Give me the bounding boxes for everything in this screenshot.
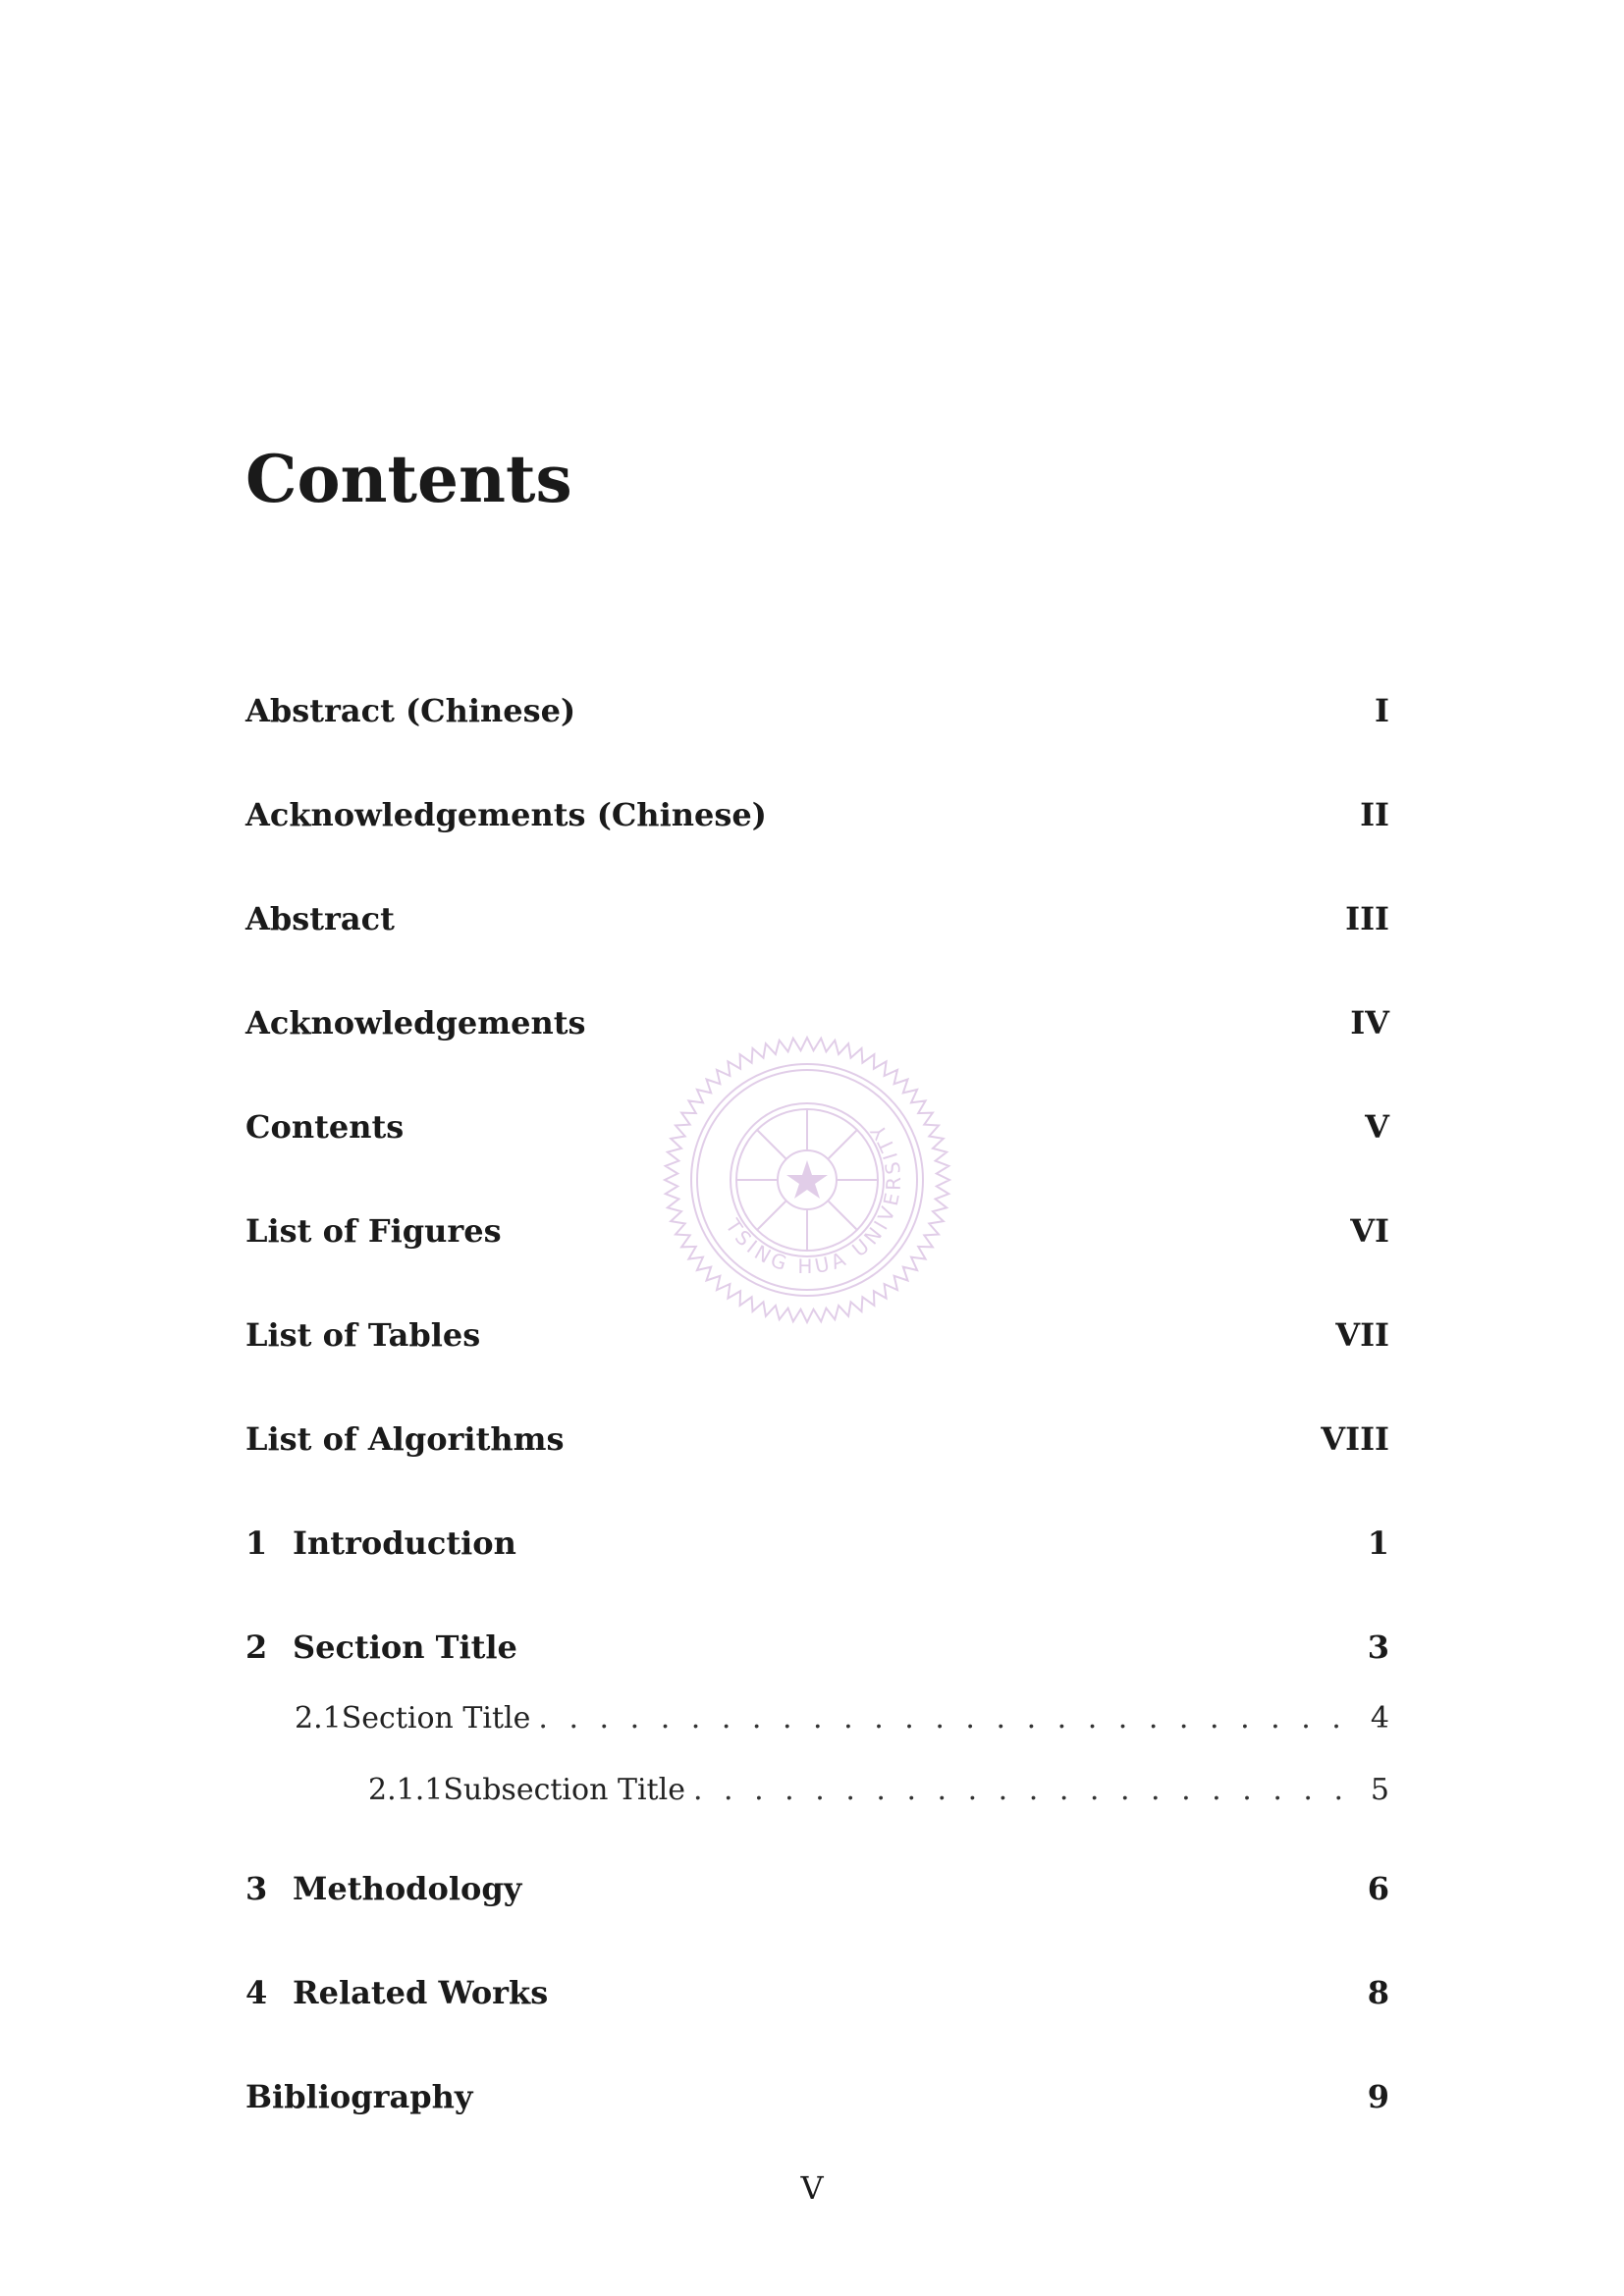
toc-entry-page: 4 <box>1370 1701 1389 1735</box>
toc-entry-methodology[interactable] <box>245 1870 1389 1913</box>
toc-entry-section-title-chapter[interactable] <box>245 1629 1389 1672</box>
toc-entry-number: 3 <box>245 1870 268 1907</box>
toc-entry-page: VIII <box>1321 1420 1389 1458</box>
toc-entry-label: Section Title <box>293 1629 517 1666</box>
toc-entry-label: Methodology <box>293 1870 522 1907</box>
toc-entry-label: Introduction <box>293 1524 516 1562</box>
toc-entry-label: List of Tables <box>245 1316 481 1354</box>
toc-entry-label: Section Title <box>341 1701 531 1735</box>
toc-leader-dots <box>693 1773 1359 1807</box>
toc-leader-dots <box>538 1701 1359 1735</box>
toc-entry-label: Contents <box>245 1108 405 1146</box>
toc-entry-page: 6 <box>1367 1870 1389 1907</box>
toc-entry-label: List of Figures <box>245 1212 502 1250</box>
toc-entry-list-of-algorithms[interactable] <box>245 1420 1389 1464</box>
toc-entry-page: V <box>1365 1108 1389 1146</box>
toc-entry-section-2-1[interactable] <box>295 1701 1389 1744</box>
toc-entry-page: 9 <box>1367 2078 1389 2115</box>
toc-entry-page: VI <box>1350 1212 1389 1250</box>
toc-entry-number: 1 <box>245 1524 268 1562</box>
toc-entry-page: IV <box>1350 1004 1389 1041</box>
toc-entry-label: Related Works <box>293 1974 549 2011</box>
toc-entry-number: 2 <box>245 1629 268 1666</box>
toc-entry-abstract[interactable] <box>245 900 1389 943</box>
toc-entry-page: I <box>1375 692 1389 729</box>
toc-entry-label: Abstract <box>245 900 395 937</box>
toc-entry-bibliography[interactable] <box>245 2078 1389 2121</box>
toc-entry-label: Acknowledgements <box>245 1004 586 1041</box>
seal-text: TSING HUA UNIVERSITY <box>721 1117 906 1279</box>
toc-entry-abstract-chinese[interactable] <box>245 692 1389 735</box>
toc-entry-page: 3 <box>1367 1629 1389 1666</box>
toc-entry-label: Bibliography <box>245 2078 473 2115</box>
toc-entry-label: Subsection Title <box>443 1773 685 1807</box>
toc-entry-number: 2.1.1 <box>368 1773 444 1807</box>
toc-entry-page: 8 <box>1367 1974 1389 2011</box>
toc-entry-related-works[interactable] <box>245 1974 1389 2017</box>
toc-entry-number: 4 <box>245 1974 268 2011</box>
page-title: Contents <box>245 441 572 517</box>
university-seal-watermark <box>660 1033 954 1327</box>
toc-entry-page: 1 <box>1367 1524 1389 1562</box>
toc-entry-page: II <box>1360 796 1389 833</box>
page-number-footer: V <box>800 2169 824 2207</box>
toc-entry-page: VII <box>1335 1316 1389 1354</box>
toc-entry-subsection-2-1-1[interactable] <box>368 1773 1389 1816</box>
toc-entry-introduction[interactable] <box>245 1524 1389 1568</box>
toc-entry-label: Abstract (Chinese) <box>245 692 576 729</box>
toc-entry-label: List of Algorithms <box>245 1420 565 1458</box>
toc-entry-number: 2.1 <box>295 1701 342 1735</box>
toc-entry-page: 5 <box>1370 1773 1389 1807</box>
toc-entry-page: III <box>1345 900 1389 937</box>
toc-entry-acknowledgements-chinese[interactable] <box>245 796 1389 839</box>
toc-entry-label: Acknowledgements (Chinese) <box>245 796 767 833</box>
